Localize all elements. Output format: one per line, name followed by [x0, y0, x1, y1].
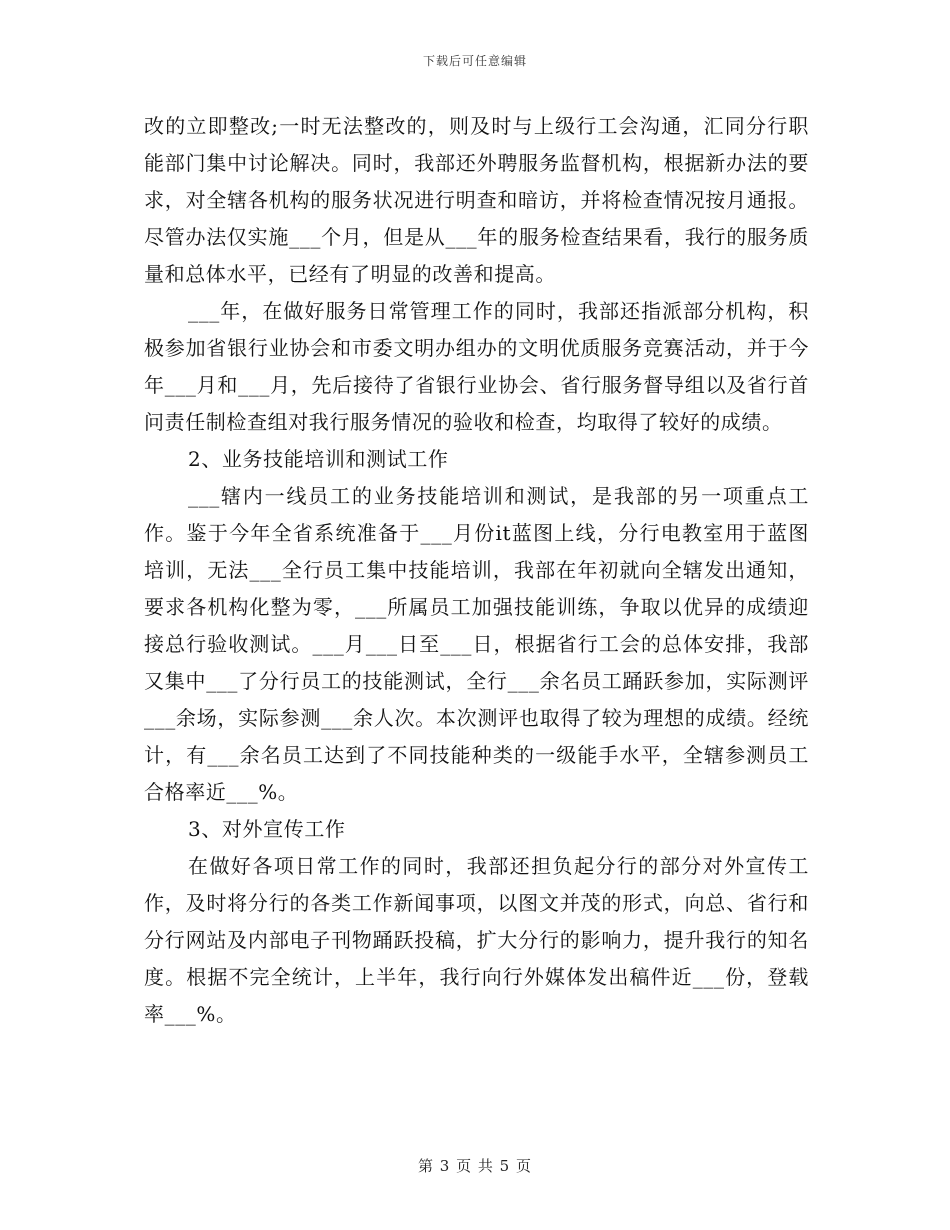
paragraph-skills-training: ___辖内一线员工的业务技能培训和测试，是我部的另一项重点工作。鉴于今年全省系统准备于___月份it蓝图上线，分行电教室用于蓝图培训，无法___全行员工集中技能培训，我部在年初就向全辖发出通知，要求各机构化整为零，___所属员工加强技能训练，争取以优异的成绩迎接总行验收测试。___月___日至___日，根据省行工会的总体安排，我部又集中___了分行员工的技能测试，全行___余名员工踊跃参加，实际测评___余场，实际参测___余人次。本次测评也取得了较为理想的成绩。经统计，有___余名员工达到了不同技能种类的一级能手水平，全辖参测员工合格率近___%。 — [144, 484, 809, 804]
section-heading-skills-training: 2、业务技能培训和测试工作 — [188, 447, 449, 471]
page-number: 第 3 页 共 5 页 — [418, 1157, 532, 1175]
paragraph-publicity: 在做好各项日常工作的同时，我部还担负起分行的部分对外宣传工作，及时将分行的各类工作新闻事项，以图文并茂的形式，向总、省行和分行网站及内部电子刊物踊跃投稿，扩大分行的影响力，提升我行的知名度。根据不完全统计，上半年，我行向行外媒体发出稿件近___份，登载率___%。 — [144, 854, 809, 1026]
document-body — [144, 108, 809, 1033]
section-heading-publicity: 3、对外宣传工作 — [188, 817, 346, 841]
page-header: 下载后可任意编辑 — [422, 54, 527, 68]
paragraph-service-competition: ___年，在做好服务日常管理工作的同时，我部还指派部分机构，积极参加省银行业协会和市委文明办组办的文明优质服务竞赛活动，并于今年___月和___月，先后接待了省银行业协会、省行服务督导组以及省行首问责任制检查组对我行服务情况的验收和检查，均取得了较好的成绩。 — [144, 299, 809, 434]
paragraph-rectification: 改的立即整改;一时无法整改的，则及时与上级行工会沟通，汇同分行职能部门集中讨论解决。同时，我部还外聘服务监督机构，根据新办法的要求，对全辖各机构的服务状况进行明查和暗访，并将检查情况按月通报。尽管办法仅实施___个月，但是从___年的服务检查结果看，我行的服务质量和总体水平，已经有了明显的改善和提高。 — [144, 114, 810, 286]
